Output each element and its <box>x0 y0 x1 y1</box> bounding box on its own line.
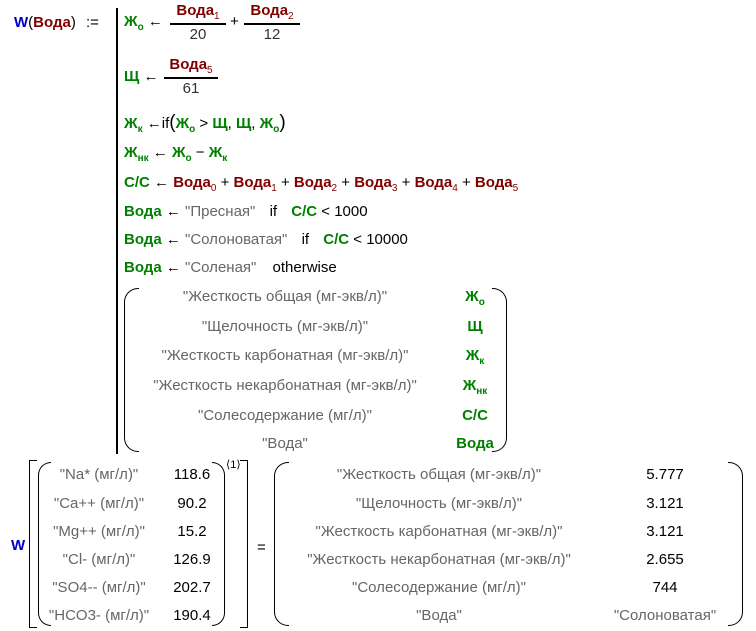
call-function-name[interactable]: W <box>11 537 26 554</box>
fraction-3: Вода$_5$ 61 <box>164 56 218 97</box>
result-var: $Ж_о$ <box>465 288 485 308</box>
result-label: "Жесткость общая (мг-экв/л)" <box>182 288 388 305</box>
line-2[interactable]: Щ ← <box>124 68 159 85</box>
input-label: "HCO3- (мг/л)" <box>48 607 150 624</box>
result-label: "Вода" <box>262 435 308 452</box>
result-label: "Солесодержание (мг/л)" <box>198 407 372 424</box>
equals-sign: = <box>257 539 266 556</box>
result-matrix-right-paren <box>492 288 507 452</box>
output-value: 3.121 <box>646 495 684 512</box>
input-value: 118.6 <box>173 466 211 483</box>
input-value: 202.7 <box>173 579 211 596</box>
output-value: 2.655 <box>646 551 684 568</box>
output-label: "Жесткость общая (мг-экв/л)" <box>336 466 542 483</box>
input-value: 126.9 <box>173 551 211 568</box>
input-right-paren <box>212 462 225 626</box>
output-right-paren <box>728 462 743 626</box>
column-superscript: ⟨1⟩ <box>226 459 241 471</box>
function-name: W <box>14 14 29 31</box>
result-label: "Щелочность (мг-экв/л)" <box>201 318 369 335</box>
result-label: "Жесткость некарбонатная (мг-экв/л)" <box>153 377 417 394</box>
line-6[interactable]: Вода ← "Пресная" if С/С < 1000 <box>124 203 368 220</box>
output-label: "Солесодержание (мг/л)" <box>352 579 526 596</box>
call-right-bracket <box>240 460 248 628</box>
input-label: "Cl- (мг/л)" <box>62 551 136 568</box>
output-label: "Жесткость некарбонатная (мг-экв/л)" <box>307 551 571 568</box>
input-value: 190.4 <box>173 607 211 624</box>
result-var: $Ж_к$ <box>465 347 485 367</box>
output-label: "Щелочность (мг-экв/л)" <box>355 495 523 512</box>
input-label: "SO4-- (мг/л)" <box>52 579 146 596</box>
input-label: "Ca++ (мг/л)" <box>53 495 145 512</box>
line-8[interactable]: Вода ← "Соленая" otherwise <box>124 259 337 276</box>
input-label: "Na* (мг/л)" <box>59 466 139 483</box>
input-value: 15.2 <box>177 523 207 540</box>
fraction-1: Вода$_1$ 20 <box>170 2 226 43</box>
result-matrix-left-paren <box>124 288 139 452</box>
result-var: С/С <box>462 407 488 424</box>
output-value: 744 <box>652 579 678 596</box>
input-label: "Mg++ (мг/л)" <box>53 523 145 540</box>
line-5[interactable]: С/С ← Вода$_0$ + Вода$_1$ + Вода$_2$ + Вода$_3$ + Вода$_4$ + Вода$_5$ <box>124 174 519 194</box>
result-label: "Жесткость карбонатная (мг-экв/л)" <box>161 347 409 364</box>
output-value: 5.777 <box>646 466 684 483</box>
output-value: 3.121 <box>646 523 684 540</box>
fraction-2: Вода$_2$ 12 <box>244 2 300 43</box>
assign-operator: := <box>86 14 99 31</box>
output-label: "Жесткость карбонатная (мг-экв/л)" <box>315 523 563 540</box>
line-7[interactable]: Вода ← "Солоноватая" if С/С < 10000 <box>124 231 408 248</box>
line-1[interactable]: $Ж_о$ ← <box>124 13 163 33</box>
result-var: Щ <box>467 318 483 335</box>
input-value: 90.2 <box>177 495 207 512</box>
line-4[interactable]: $Ж_{нк}$ ← $Ж_о - Ж_к$ <box>124 144 228 164</box>
function-param: Вода <box>33 14 71 31</box>
output-value: "Солоноватая" <box>613 607 717 624</box>
output-left-paren <box>274 462 289 626</box>
result-var: $Ж_{нк}$ <box>462 377 488 397</box>
line-3[interactable]: $Ж_к$ $\leftarrow if(Ж_о > Щ$, Щ, $Ж_о$) <box>124 112 286 135</box>
function-header[interactable]: W(Вода) := <box>14 14 99 31</box>
program-bar <box>116 8 118 454</box>
input-left-paren <box>38 462 51 626</box>
call-left-bracket <box>29 460 37 628</box>
output-label: "Вода" <box>416 607 462 624</box>
result-var: Вода <box>456 435 494 452</box>
